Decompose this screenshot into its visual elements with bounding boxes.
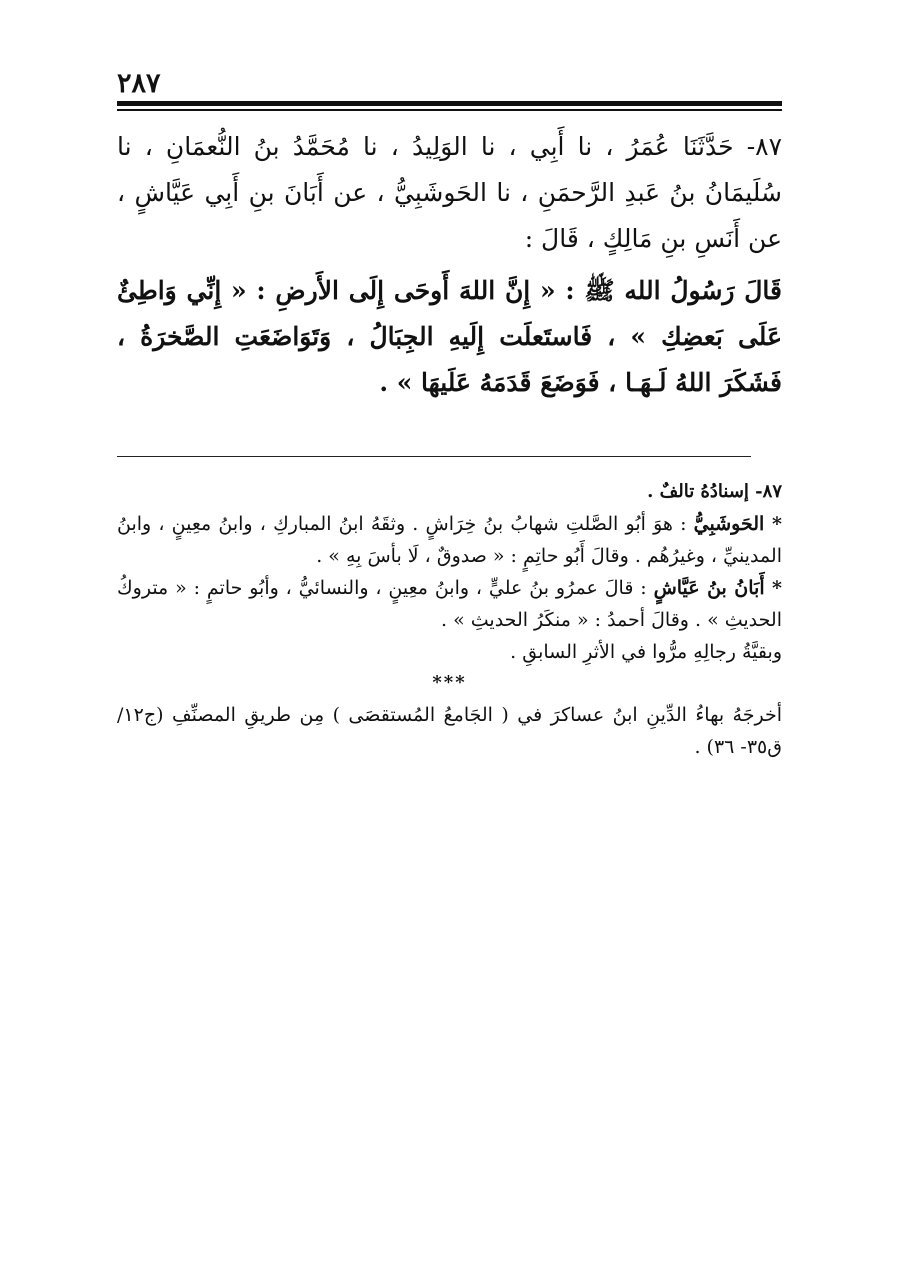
narrator-2-text: : قالَ عمرُو بنُ عليٍّ ، وابنُ معِينٍ ، والنسائيُّ ، وأبُو حاتمٍ : « متروكُ الحديثِ » . وقالَ أحمدُ : « منكَرُ الحديثِ » . bbox=[117, 577, 782, 631]
footnotes bbox=[117, 476, 782, 763]
main-text bbox=[117, 124, 782, 406]
footnote-source: أخرجَهُ بهاءُ الدِّينِ ابنُ عساكرَ في ( الجَامعُ المُستقصَى ) مِن طريقِ المصنِّفِ (ج١٢/ ق٣٥- ٣٦) . bbox=[117, 704, 782, 758]
page-number: ٢٨٧ bbox=[117, 68, 161, 99]
narrator-2-name: * أَبَانُ بنُ عَيَّاشٍ bbox=[653, 577, 782, 599]
footnote-narrator-1 bbox=[117, 508, 782, 572]
footnote-separator bbox=[117, 456, 751, 457]
header-rule-thick bbox=[117, 101, 782, 106]
hadith-paragraph: قَالَ رَسُولُ الله ﷺ : « إِنَّ اللهَ أَوحَى إِلَى الأَرضِ : « إِنِّي وَاطِئٌ عَلَى بَعضِكِ » ، فَاستَعلَت إِلَيهِ الجِبَالُ ، وَتَوَاضَعَتِ الصَّخرَةُ ، فَشَكَرَ اللهُ لَـهَـا ، فَوَضَعَ قَدَمَهُ عَلَيهَا » . bbox=[117, 276, 782, 397]
narrator-1-name: * الحَوشَبِيُّ bbox=[693, 513, 782, 535]
isnad-paragraph: ٨٧- حَدَّثَنَا عُمَرُ ، نا أَبِي ، نا الوَلِيدُ ، نا مُحَمَّدُ بنُ النُّعمَانِ ، نا سُلَيمَانُ بنُ عَبدِ الرَّحمَنِ ، نا الحَوشَبِيُّ ، عن أَبَانَ بنِ أَبِي عَيَّاشٍ ، عن أَنَسِ بنِ مَالِكٍ ، قَالَ : bbox=[117, 132, 782, 253]
section-stars: *** bbox=[432, 672, 467, 693]
footnote-narrator-2 bbox=[117, 572, 782, 636]
footnote-remaining-narrators: وبقيَّةُ رجالِهِ مرُّوا في الأثرِ السابقِ . bbox=[510, 641, 782, 663]
narrator-1-text: : هوَ أبُو الصَّلتِ شهابُ بنُ خِرَاشٍ . وثقَهُ ابنُ المباركِ ، وابنُ معِينٍ ، وابنُ المدينيِّ ، وغيرُهُم . وقالَ أَبُو حاتِمٍ : « صدوقٌ ، لَا بأسَ بِهِ » . bbox=[117, 513, 782, 567]
header-rule-thin bbox=[117, 109, 782, 111]
footnote-title: ٨٧- إسنادُهُ تالفٌ . bbox=[647, 481, 782, 502]
